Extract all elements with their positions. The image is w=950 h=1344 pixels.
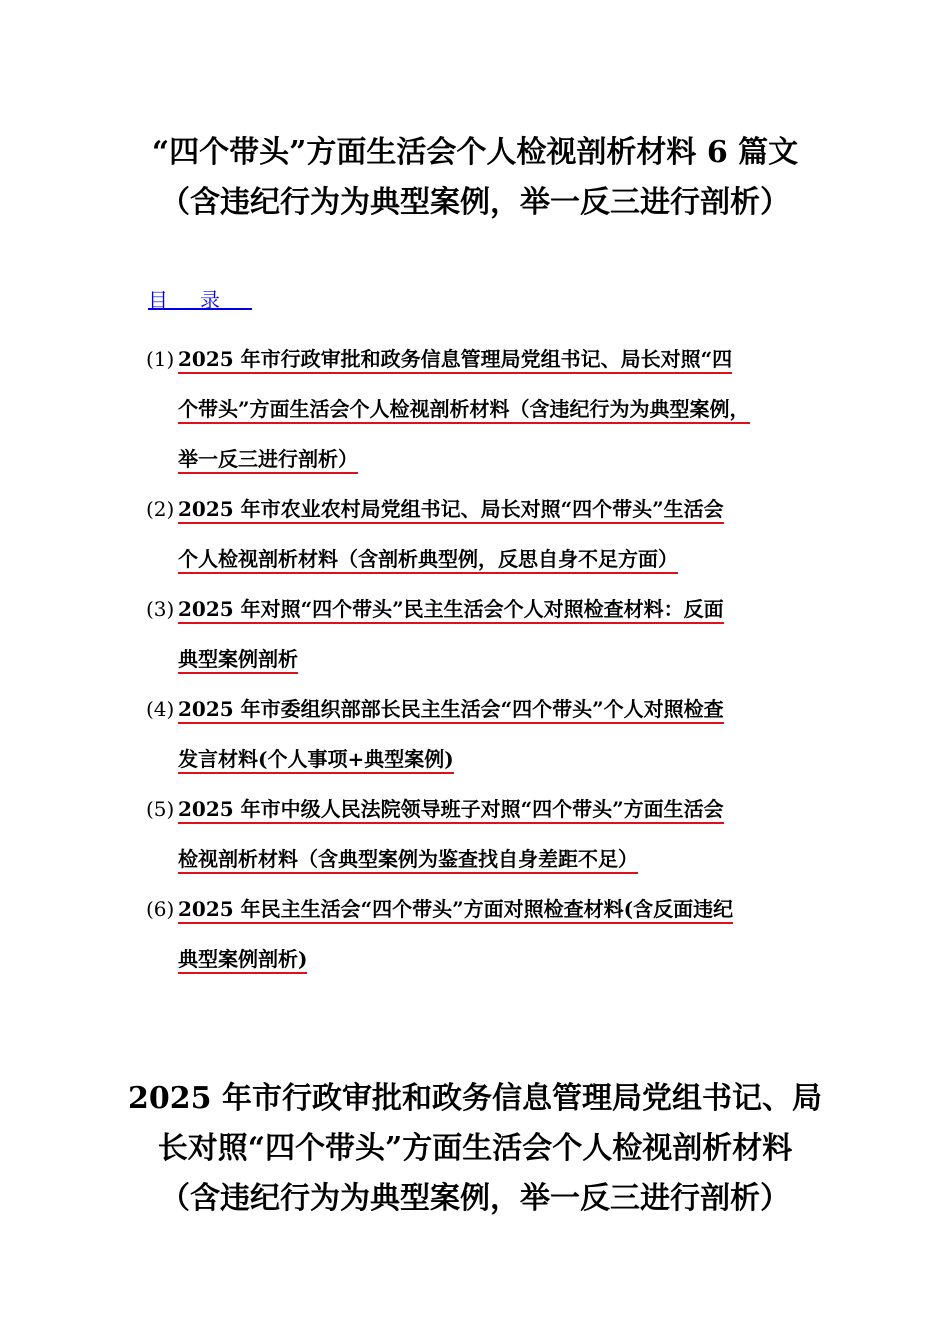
toc-item-link[interactable] bbox=[178, 334, 846, 484]
toc-item-number: (4) bbox=[146, 697, 175, 721]
toc-item-line: 2025 年市行政审批和政务信息管理局党组书记、局长对照“四 bbox=[178, 347, 732, 374]
toc-item[interactable] bbox=[146, 484, 846, 584]
section-title-line-1: 2025 年市行政审批和政务信息管理局党组书记、局 bbox=[128, 1081, 822, 1116]
toc-item-number: (6) bbox=[146, 897, 175, 921]
toc-item-line: 个人检视剖析材料（含剖析典型例，反思自身不足方面） bbox=[178, 547, 678, 574]
toc-item[interactable] bbox=[146, 684, 846, 784]
toc-item-number: (1) bbox=[146, 347, 175, 371]
toc-item-number: (2) bbox=[146, 497, 175, 521]
section-title-line-3: （含违纪行为为典型案例，举一反三进行剖析） bbox=[160, 1181, 790, 1216]
toc-item-link[interactable] bbox=[178, 784, 846, 884]
table-of-contents bbox=[146, 334, 846, 984]
document-title-line-2: （含违纪行为为典型案例，举一反三进行剖析） bbox=[160, 185, 790, 220]
toc-item-line: 2025 年市委组织部部长民主生活会“四个带头”个人对照检查 bbox=[178, 697, 724, 724]
section-title bbox=[0, 1074, 950, 1224]
toc-item-link[interactable] bbox=[178, 884, 846, 984]
toc-item-line: 2025 年市中级人民法院领导班子对照“四个带头”方面生活会 bbox=[178, 797, 724, 824]
toc-item-line: 典型案例剖析 bbox=[178, 647, 298, 674]
toc-item-line: 举一反三进行剖析） bbox=[178, 447, 358, 474]
toc-item-link[interactable] bbox=[178, 484, 846, 584]
toc-item-line: 2025 年民主生活会“四个带头”方面对照检查材料(含反面违纪 bbox=[178, 897, 733, 924]
toc-item-number: (5) bbox=[146, 797, 175, 821]
toc-item-link[interactable] bbox=[178, 584, 846, 684]
toc-item-line: 典型案例剖析) bbox=[178, 947, 307, 974]
document-title bbox=[0, 128, 950, 228]
toc-item-line: 发言材料(个人事项+典型案例) bbox=[178, 747, 454, 774]
toc-item[interactable] bbox=[146, 784, 846, 884]
toc-item-line: 个带头”方面生活会个人检视剖析材料（含违纪行为为典型案例， bbox=[178, 397, 750, 424]
toc-item[interactable] bbox=[146, 584, 846, 684]
toc-heading-link[interactable]: 目录 bbox=[148, 288, 252, 312]
document-title-line-1: “四个带头”方面生活会个人检视剖析材料 6 篇文 bbox=[151, 135, 799, 170]
toc-item-number: (3) bbox=[146, 597, 175, 621]
toc-item[interactable] bbox=[146, 334, 846, 484]
toc-item-line: 2025 年市农业农村局党组书记、局长对照“四个带头”生活会 bbox=[178, 497, 724, 524]
section-title-line-2: 长对照“四个带头”方面生活会个人检视剖析材料 bbox=[157, 1131, 793, 1166]
toc-item[interactable] bbox=[146, 884, 846, 984]
toc-item-link[interactable] bbox=[178, 684, 846, 784]
toc-item-line: 2025 年对照“四个带头”民主生活会个人对照检查材料：反面 bbox=[178, 597, 724, 624]
toc-item-line: 检视剖析材料（含典型案例为鉴查找自身差距不足） bbox=[178, 847, 638, 874]
